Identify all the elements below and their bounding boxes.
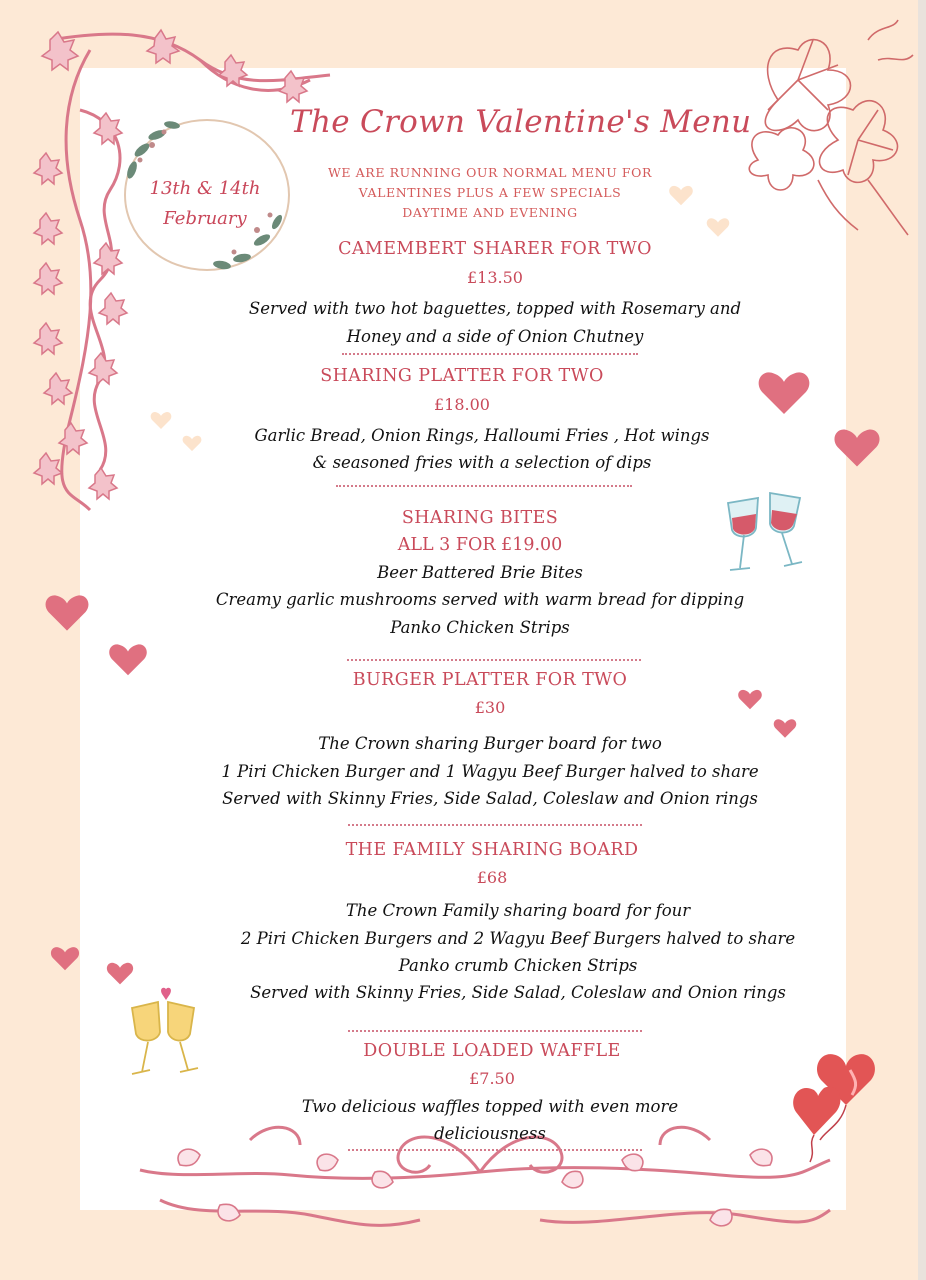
section-heading: SHARING PLATTER FOR TWO: [320, 366, 604, 386]
section-line: deliciousness: [434, 1124, 546, 1143]
heart-icon: [706, 216, 730, 238]
section-line: Panko crumb Chicken Strips: [398, 956, 638, 975]
section-price: £18.00: [434, 395, 490, 414]
section-price: £13.50: [467, 268, 523, 287]
section-price: ALL 3 FOR £19.00: [397, 535, 563, 555]
intro-line: WE ARE RUNNING OUR NORMAL MENU FOR: [327, 165, 653, 180]
page-edge: [918, 0, 926, 1280]
date-line: 13th & 14th: [149, 178, 261, 199]
section-line: Two delicious waffles topped with even more: [301, 1097, 679, 1116]
section-line: Served with two hot baguettes, topped with Rosemary and: [248, 299, 742, 318]
section-heading: CAMEMBERT SHARER FOR TWO: [338, 239, 652, 259]
champagne-glasses-icon: [118, 980, 208, 1080]
section-price: £68: [476, 868, 508, 887]
section-divider: [348, 824, 642, 826]
section-divider: [348, 1030, 642, 1032]
section-line: Served with Skinny Fries, Side Salad, Coleslaw and Onion rings: [250, 983, 786, 1002]
section-line: Garlic Bread, Onion Rings, Halloumi Fries , Hot wings: [254, 426, 710, 445]
section-line: Panko Chicken Strips: [390, 618, 570, 637]
heart-icon: [44, 592, 90, 632]
section-divider: [348, 1149, 642, 1151]
heart-icon: [108, 640, 148, 678]
intro-line: DAYTIME AND EVENING: [402, 205, 578, 220]
heart-icon: [833, 425, 881, 469]
section-line: Beer Battered Brie Bites: [377, 563, 583, 582]
heart-icon: [757, 368, 811, 416]
section-line: Served with Skinny Fries, Side Salad, Coleslaw and Onion rings: [222, 789, 758, 808]
section-line: 1 Piri Chicken Burger and 1 Wagyu Beef Burger halved to share: [221, 762, 759, 781]
section-line: 2 Piri Chicken Burgers and 2 Wagyu Beef Burgers halved to share: [240, 929, 796, 948]
date-line: February: [163, 208, 247, 229]
section-line: & seasoned fries with a selection of dips: [312, 453, 652, 472]
section-line: The Crown sharing Burger board for two: [318, 734, 662, 753]
section-price: £30: [474, 698, 506, 717]
heart-icon: [50, 944, 80, 972]
intro-text: [300, 163, 680, 223]
section-heading: SHARING BITES: [401, 508, 559, 528]
date-badge: [130, 174, 280, 234]
menu-title: The Crown Valentine's Menu: [290, 104, 752, 140]
section-heading: DOUBLE LOADED WAFFLE: [363, 1041, 621, 1061]
section-divider: [336, 485, 632, 487]
section-heading: BURGER PLATTER FOR TWO: [352, 670, 628, 690]
section-line: Honey and a side of Onion Chutney: [346, 327, 644, 346]
section-price: £7.50: [469, 1069, 515, 1088]
intro-line: VALENTINES PLUS A FEW SPECIALS: [358, 185, 622, 200]
section-line: The Crown Family sharing board for four: [345, 901, 691, 920]
section-divider: [342, 353, 638, 355]
section-heading: THE FAMILY SHARING BOARD: [345, 840, 639, 860]
section-divider: [347, 659, 641, 661]
section-line: Creamy garlic mushrooms served with warm bread for dipping: [215, 590, 745, 609]
